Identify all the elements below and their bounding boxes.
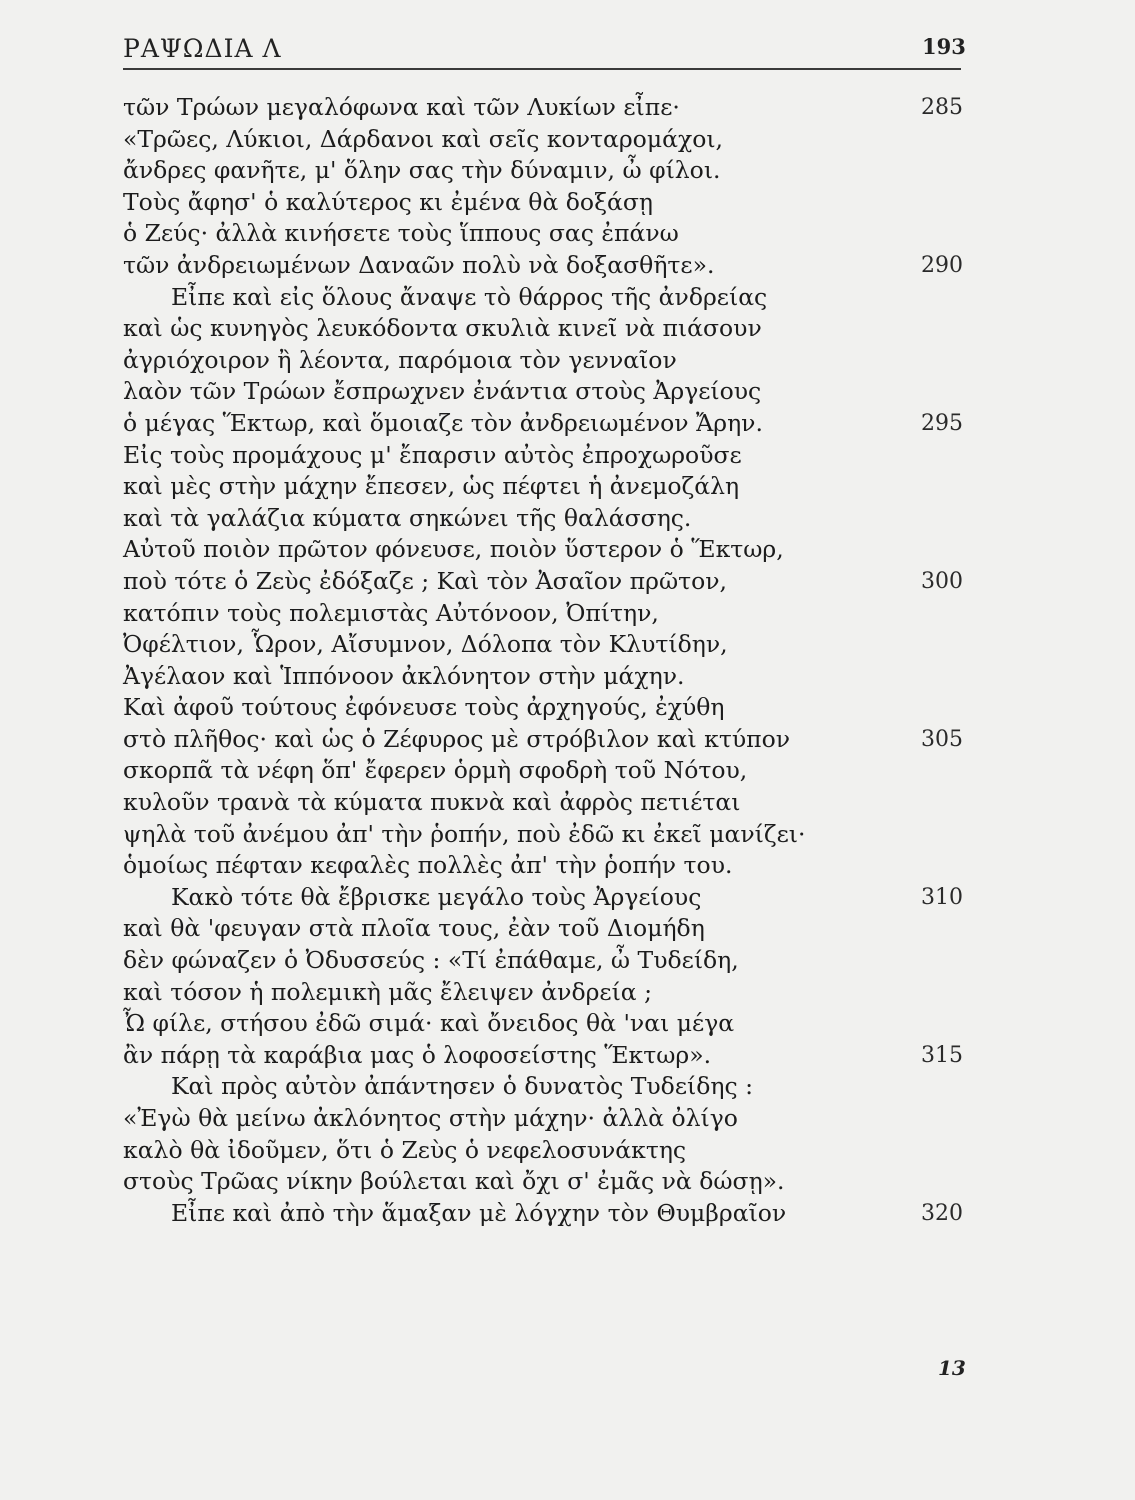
verse-line	[123, 124, 963, 156]
verse-line	[123, 187, 963, 219]
verse-text: ποὺ τότε ὁ Ζεὺς ἐδόξαζε ; Καὶ τὸν Ἀσαῖον πρῶτον,	[123, 566, 728, 595]
verse-text: Καὶ ἀφοῦ τούτους ἐφόνευσε τοὺς ἀρχηγούς, ἐχύθη	[123, 693, 725, 722]
verse-text: Εἰς τοὺς προμάχους μ' ἔπαρσιν αὐτὸς ἐπροχωροῦσε	[123, 440, 742, 469]
verse-text: καὶ ὡς κυνηγὸς λευκόδοντα σκυλιὰ κινεῖ νὰ πιάσουν	[123, 314, 762, 343]
verse-line	[123, 1135, 963, 1167]
verse-text: λαὸν τῶν Τρώων ἔσπρωχνεν ἐνάντια στοὺς Ἀργείους	[123, 377, 762, 406]
verse-text: καὶ μὲς στὴν μάχην ἔπεσεν, ὡς πέφτει ἡ ἀνεμοζάλη	[123, 472, 740, 501]
verse-text: ὁμοίως πέφταν κεφαλὲς πολλὲς ἀπ' τὴν ῥοπήν του.	[123, 851, 733, 880]
verse-text: Αὐτοῦ ποιὸν πρῶτον φόνευσε, ποιὸν ὕστερον ὁ Ἕκτωρ,	[123, 535, 784, 564]
verse-text: τῶν Τρώων μεγαλόφωνα καὶ τῶν Λυκίων εἶπε·	[123, 93, 680, 121]
verse-text: Καὶ πρὸς αὐτὸν ἀπάντησεν ὁ δυνατὸς Τυδείδης :	[171, 1072, 753, 1101]
verse-text: Ὦ φίλε, στήσου ἐδῶ σιμά· καὶ ὄνειδος θὰ 'ναι μέγα	[123, 1009, 735, 1038]
verse-text: ἀγριόχοιρον ἢ λέοντα, παρόμοια τὸν γενναῖον	[123, 345, 677, 374]
verse-line	[123, 913, 963, 945]
verse-text: ἄνδρες φανῆτε, μ' ὅλην σας τὴν δύναμιν, ὦ φίλοι.	[123, 156, 721, 185]
verse-text: Τοὺς ἄφησ' ὁ καλύτερος κι ἐμένα θὰ δοξάσῃ	[123, 187, 654, 216]
verse-text: Εἶπε καὶ εἰς ὅλους ἄναψε τὸ θάρρος τῆς ἀνδρείας	[171, 282, 768, 311]
verse-line	[123, 1198, 963, 1230]
verse-text: στὸ πλῆθος· καὶ ὡς ὁ Ζέφυρος μὲ στρόβιλον καὶ κτύπον	[123, 724, 791, 753]
verse-line	[123, 724, 963, 756]
verse-text: καὶ θὰ 'φευγαν στὰ πλοῖα τους, ἐὰν τοῦ Διομήδη	[123, 914, 705, 943]
verse-line	[123, 250, 963, 282]
verse-text: ὁ μέγας Ἕκτωρ, καὶ ὅμοιαζε τὸν ἀνδρειωμένον Ἄρην.	[123, 408, 763, 437]
verse-line	[123, 408, 963, 440]
verse-line	[123, 945, 963, 977]
verse-line	[123, 155, 963, 187]
verse-line	[123, 661, 963, 693]
verse-line	[123, 598, 963, 630]
verse-text: καλὸ θὰ ἰδοῦμεν, ὅτι ὁ Ζεὺς ὁ νεφελοσυνάκτης	[123, 1135, 687, 1164]
verse-line	[123, 755, 963, 787]
verse-line	[123, 629, 963, 661]
verse-line	[123, 1166, 963, 1198]
verse-text: Ἀγέλαον καὶ Ἱππόνοον ἀκλόνητον στὴν μάχην.	[123, 661, 685, 690]
verse-line	[123, 882, 963, 914]
verse-text: κυλοῦν τρανὰ τὰ κύματα πυκνὰ καὶ ἀφρὸς πετιέται	[123, 788, 741, 817]
verse-text: Εἶπε καὶ ἀπὸ τὴν ἅμαξαν μὲ λόγχην τὸν Θυμβραῖον	[171, 1198, 787, 1227]
verse-line	[123, 1071, 963, 1103]
verse-line	[123, 503, 963, 535]
verse-line	[123, 1040, 963, 1072]
verse-line	[123, 692, 963, 724]
verse-line	[123, 566, 963, 598]
verse-text: σκορπᾶ τὰ νέφη ὅπ' ἔφερεν ὁρμὴ σφοδρὴ τοῦ Νότου,	[123, 756, 748, 785]
verse-line	[123, 1103, 963, 1135]
verse-line	[123, 218, 963, 250]
line-number: 305	[921, 726, 963, 752]
line-number: 290	[921, 252, 963, 278]
line-number: 285	[921, 95, 963, 120]
verse-block	[123, 92, 963, 1229]
verse-text: «Τρῶες, Λύκιοι, Δάρδανοι καὶ σεῖς κονταρομάχοι,	[123, 124, 724, 153]
line-number: 310	[921, 884, 963, 910]
verse-text: καὶ τόσον ἡ πολεμικὴ μᾶς ἔλειψεν ἀνδρεία ;	[123, 977, 653, 1006]
header-rule	[123, 68, 961, 70]
verse-text: κατόπιν τοὺς πολεμιστὰς Αὐτόνοον, Ὀπίτην,	[123, 598, 659, 627]
verse-text: τῶν ἀνδρειωμένων Δαναῶν πολὺ νὰ δοξασθῆτε».	[123, 250, 715, 279]
verse-line	[123, 313, 963, 345]
verse-text: καὶ τὰ γαλάζια κύματα σηκώνει τῆς θαλάσσης.	[123, 503, 692, 532]
verse-line	[123, 440, 963, 472]
verse-text: Κακὸ τότε θὰ ἔβρισκε μεγάλο τοὺς Ἀργείους	[171, 882, 702, 911]
verse-line	[123, 282, 963, 314]
printer-signature: 13	[938, 1356, 966, 1380]
verse-line	[123, 92, 963, 124]
verse-line	[123, 787, 963, 819]
line-number: 300	[921, 568, 963, 594]
verse-line	[123, 819, 963, 851]
verse-line	[123, 471, 963, 503]
verse-line	[123, 1008, 963, 1040]
page-number: 193	[922, 34, 966, 59]
verse-text: στοὺς Τρῶας νίκην βούλεται καὶ ὄχι σ' ἐμᾶς νὰ δώσῃ».	[123, 1167, 785, 1196]
verse-line	[123, 977, 963, 1009]
running-head-title: ΡΑΨΩΔΙΑ Λ	[123, 34, 282, 63]
verse-line	[123, 376, 963, 408]
verse-text: δὲν φώναζεν ὁ Ὀδυσσεύς : «Τί ἐπάθαμε, ὦ Τυδείδη,	[123, 946, 739, 975]
verse-line	[123, 850, 963, 882]
line-number: 315	[921, 1042, 963, 1068]
verse-text: «Ἐγὼ θὰ μείνω ἀκλόνητος στὴν μάχην· ἀλλὰ ὀλίγο	[123, 1104, 738, 1132]
verse-text: ἂν πάρῃ τὰ καράβια μας ὁ λοφοσείστης Ἕκτωρ».	[123, 1040, 712, 1069]
verse-line	[123, 345, 963, 377]
line-number: 295	[921, 410, 963, 436]
verse-text: ὁ Ζεύς· ἀλλὰ κινήσετε τοὺς ἵππους σας ἐπάνω	[123, 219, 679, 248]
verse-line	[123, 534, 963, 566]
line-number: 320	[921, 1200, 963, 1226]
verse-text: Ὀφέλτιον, Ὧρον, Αἴσυμνον, Δόλοπα τὸν Κλυτίδην,	[123, 630, 728, 659]
verse-text: ψηλὰ τοῦ ἀνέμου ἀπ' τὴν ῥοπήν, ποὺ ἐδῶ κι ἐκεῖ μανίζει·	[123, 819, 806, 848]
